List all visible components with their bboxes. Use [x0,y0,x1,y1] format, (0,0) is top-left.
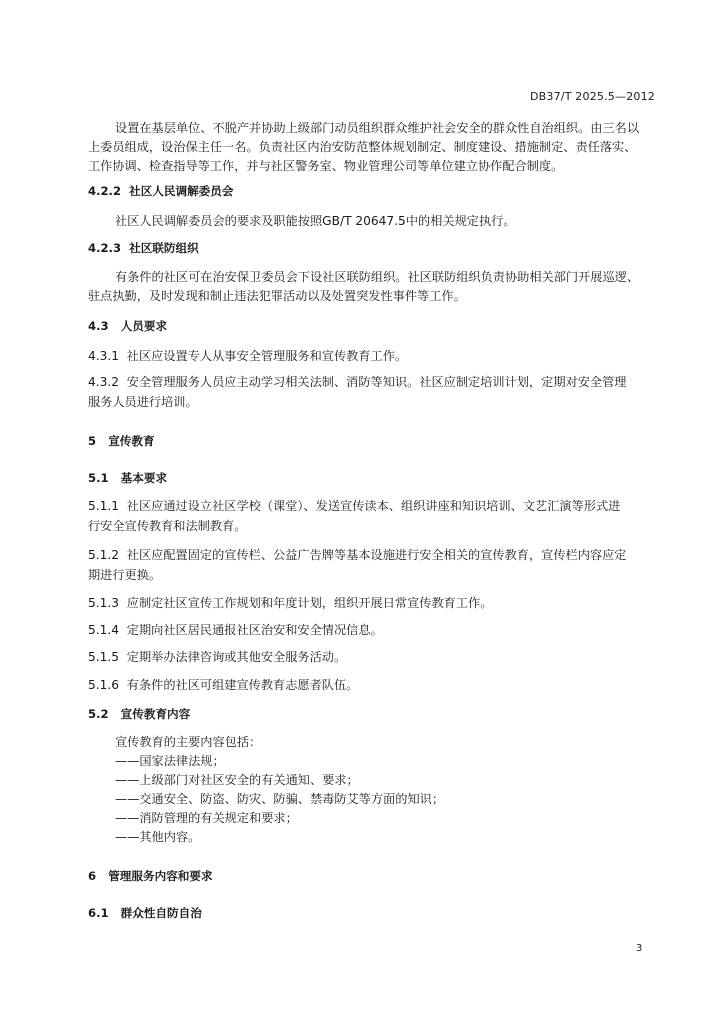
clause-5-1-2 [88,546,626,563]
chapter-number: 5 [88,434,97,448]
list-item: ——消防管理的有关规定和要求； [115,811,298,825]
section-text-4-2-2: 社区人民调解委员会的要求及职能按照GB/T 20647.5中的相关规定执行。 [115,214,516,228]
section-heading-4-2-3 [88,240,199,256]
list-item: ——国家法律法规； [115,754,225,768]
list-item: ——上级部门对社区安全的有关通知、要求； [115,773,359,787]
section-title: 基本要求 [120,471,168,485]
section-number: 4.2.3 [88,241,122,255]
chapter-title: 管理服务内容和要求 [108,869,213,883]
clause-text: 定期向社区居民通报社区治安和安全情况信息。 [126,623,383,637]
section-title: 人员要求 [120,319,168,333]
section-text-4-2-3-line-1: 有条件的社区可在治安保卫委员会下设社区联防组织。社区联防组织负责协助相关部门开展巡逻、 [115,270,640,284]
section-title: 社区人民调解委员会 [129,184,234,198]
chapter-heading-5 [88,433,155,449]
clause-number: 5.1.4 [88,623,120,637]
clause-number: 5.1.5 [88,650,120,664]
clause-text: 社区应设置专人从事安全管理服务和宣传教育工作。 [126,349,408,363]
section-text-4-2-3-line-2: 驻点执勤，及时发现和制止违法犯罪活动以及处置突发性事件等工作。 [88,289,466,303]
clause-number: 4.3.1 [88,349,120,363]
clause-text: 社区应通过设立社区学校（课堂）、发送宣传读本、组织讲座和知识培训、文艺汇演等形式进 [126,499,621,513]
clause-number: 4.3.2 [88,375,120,389]
clause-number: 5.1.1 [88,499,120,513]
content-intro: 宣传教育的主要内容包括： [115,735,262,749]
section-heading-4-2-2 [88,183,233,199]
section-number: 5.2 [88,707,109,721]
section-number: 5.1 [88,471,109,485]
chapter-title: 宣传教育 [108,434,155,448]
section-number: 6.1 [88,906,109,920]
list-item: ——其他内容。 [115,830,201,844]
intro-line-3: 工作协调、检查指导等工作，并与社区警务室、物业管理公司等单位建立协作配合制度。 [88,159,564,173]
clause-5-1-2-line-2: 期进行更换。 [88,568,162,582]
clause-number: 5.1.2 [88,548,120,562]
clause-5-1-5 [88,648,346,665]
clause-5-1-6 [88,676,358,693]
clause-number: 5.1.6 [88,678,120,692]
section-heading-5-1 [88,470,167,486]
clause-5-1-1-line-2: 行安全宣传教育和法制教育。 [88,519,247,533]
clause-text: 安全管理服务人员应主动学习相关法制、消防等知识。社区应制定培训计划，定期对安全管理 [126,375,627,389]
page-number: 3 [636,943,643,954]
list-item: ——交通安全、防盗、防灾、防骗、禁毒防艾等方面的知识； [115,792,445,806]
clause-4-3-2-line-2: 服务人员进行培训。 [88,395,198,409]
chapter-number: 6 [88,869,97,883]
clause-text: 有条件的社区可组建宣传教育志愿者队伍。 [126,678,359,692]
clause-5-1-1 [88,497,620,514]
section-title: 群众性自防自治 [120,906,202,920]
section-heading-4-3 [88,318,167,334]
section-title: 社区联防组织 [129,241,199,255]
intro-line-2: 上委员组成，设治保主任一名。负责社区内治安防范整体规划制定、制度建设、措施制定、责任落实、 [88,140,637,154]
clause-5-1-4 [88,621,383,638]
section-number: 4.2.2 [88,184,122,198]
section-number: 4.3 [88,319,109,333]
section-title: 宣传教育内容 [120,707,191,721]
document-number: DB37/T 2025.5—2012 [529,90,655,103]
clause-text: 定期举办法律咨询或其他安全服务活动。 [126,650,347,664]
clause-text: 社区应配置固定的宣传栏、公益广告牌等基本设施进行安全相关的宣传教育，宣传栏内容应定 [126,548,627,562]
clause-4-3-2 [88,373,626,390]
section-heading-5-2 [88,706,190,722]
intro-line-1: 设置在基层单位、不脱产并协助上级部门动员组织群众维护社会安全的群众性自治组织。由三名以 [115,121,640,135]
chapter-heading-6 [88,868,213,884]
clause-number: 5.1.3 [88,596,120,610]
clause-4-3-1 [88,347,407,364]
clause-text: 应制定社区宣传工作规划和年度计划，组织开展日常宣传教育工作。 [126,596,493,610]
section-heading-6-1 [88,905,202,921]
clause-5-1-3 [88,594,492,611]
